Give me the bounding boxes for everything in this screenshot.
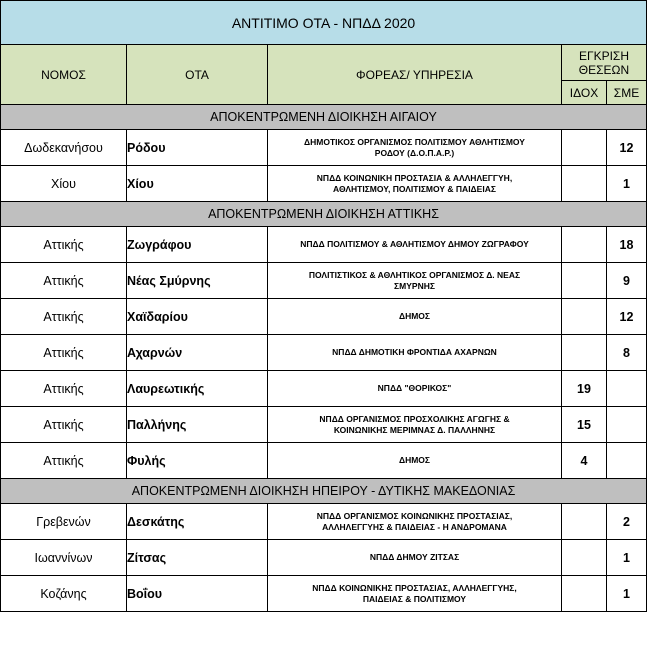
cell-sme: 12: [607, 299, 647, 335]
foreas-line1: ΝΠΔΔ ΚΟΙΝΩΝΙΚΗΣ ΠΡΟΣΤΑΣΙΑΣ, ΑΛΛΗΛΕΓΓΥΗΣ,: [312, 582, 517, 593]
region-row: [1, 202, 647, 227]
foreas-line1: ΝΠΔΔ ΚΟΙΝΩΝΙΚΗ ΠΡΟΣΤΑΣΙΑ & ΑΛΛΗΛΕΓΓΥΗ,: [316, 172, 513, 183]
cell-foreas: ΔΗΜΟΣ: [268, 443, 562, 479]
cell-nomos: Αττικής: [1, 263, 127, 299]
foreas-line1: ΝΠΔΔ ΟΡΓΑΝΙΣΜΟΣ ΠΡΟΣΧΟΛΙΚΗΣ ΑΓΩΓΗΣ &: [319, 413, 510, 424]
table-row: [1, 540, 647, 576]
cell-ota: Χίου: [127, 166, 268, 202]
cell-sme: 18: [607, 227, 647, 263]
cell-idox: [562, 335, 607, 371]
region-attikis: ΑΠΟΚΕΝΤΡΩΜΕΝΗ ΔΙΟΙΚΗΣΗ ΑΤΤΙΚΗΣ: [1, 202, 647, 227]
table-row: [1, 166, 647, 202]
cell-nomos: Αττικής: [1, 407, 127, 443]
cell-sme: [607, 407, 647, 443]
foreas-line2: ΚΟΙΝΩΝΙΚΗΣ ΜΕΡΙΜΝΑΣ Δ. ΠΑΛΛΗΝΗΣ: [333, 424, 496, 435]
cell-sme: 8: [607, 335, 647, 371]
foreas-line2: ΑΛΛΗΛΕΓΓΥΗΣ & ΠΑΙΔΕΙΑΣ - Η ΑΝΔΡΟΜΑΝΑ: [322, 521, 507, 532]
cell-ota: Ζίτσας: [127, 540, 268, 576]
cell-sme: 9: [607, 263, 647, 299]
cell-nomos: Αττικής: [1, 371, 127, 407]
cell-nomos: Δωδεκανήσου: [1, 130, 127, 166]
cell-foreas: [268, 263, 562, 299]
cell-idox: [562, 504, 607, 540]
cell-foreas: ΝΠΔΔ ΔΗΜΟΤΙΚΗ ΦΡΟΝΤΙΔΑ ΑΧΑΡΝΩΝ: [268, 335, 562, 371]
table-row: [1, 371, 647, 407]
table-row: [1, 443, 647, 479]
cell-foreas: [268, 504, 562, 540]
cell-foreas: ΔΗΜΟΣ: [268, 299, 562, 335]
cell-ota: Ρόδου: [127, 130, 268, 166]
cell-foreas: ΝΠΔΔ ΔΗΜΟΥ ΖΙΤΣΑΣ: [268, 540, 562, 576]
region-row: [1, 479, 647, 504]
cell-nomos: Αττικής: [1, 299, 127, 335]
table-row: [1, 130, 647, 166]
header-row: [1, 45, 647, 81]
region-row: [1, 105, 647, 130]
cell-idox: [562, 540, 607, 576]
cell-ota: Ζωγράφου: [127, 227, 268, 263]
foreas-line1: ΠΟΛΙΤΙΣΤΙΚΟΣ & ΑΘΛΗΤΙΚΟΣ ΟΡΓΑΝΙΣΜΟΣ Δ. ΝΕΑΣ: [308, 269, 521, 280]
table-row: [1, 299, 647, 335]
cell-sme: [607, 443, 647, 479]
cell-idox: [562, 263, 607, 299]
table-row: [1, 407, 647, 443]
cell-idox: [562, 576, 607, 612]
cell-ota: Βοΐου: [127, 576, 268, 612]
region-ipeirou: ΑΠΟΚΕΝΤΡΩΜΕΝΗ ΔΙΟΙΚΗΣΗ ΗΠΕΙΡΟΥ - ΔΥΤΙΚΗΣ ΜΑΚΕΔΟΝΙΑΣ: [1, 479, 647, 504]
table-row: [1, 576, 647, 612]
cell-idox: 4: [562, 443, 607, 479]
cell-idox: 15: [562, 407, 607, 443]
cell-idox: [562, 227, 607, 263]
cell-foreas: ΝΠΔΔ ΠΟΛΙΤΙΣΜΟΥ & ΑΘΛΗΤΙΣΜΟΥ ΔΗΜΟΥ ΖΩΓΡΑΦΟΥ: [268, 227, 562, 263]
header-egkrisi: [562, 45, 647, 81]
foreas-line1: ΝΠΔΔ ΟΡΓΑΝΙΣΜΟΣ ΚΟΙΝΩΝΙΚΗΣ ΠΡΟΣΤΑΣΙΑΣ,: [316, 510, 513, 521]
cell-foreas: [268, 130, 562, 166]
table-row: [1, 335, 647, 371]
cell-nomos: Αττικής: [1, 227, 127, 263]
header-egkrisi-line1: ΕΓΚΡΙΣΗ: [578, 48, 630, 63]
cell-ota: Δεσκάτης: [127, 504, 268, 540]
cell-idox: [562, 130, 607, 166]
header-foreas: ΦΟΡΕΑΣ/ ΥΠΗΡΕΣΙΑ: [268, 45, 562, 105]
cell-nomos: Γρεβενών: [1, 504, 127, 540]
header-ota: ΟΤΑ: [127, 45, 268, 105]
cell-foreas: [268, 407, 562, 443]
table-row: [1, 227, 647, 263]
cell-foreas: [268, 576, 562, 612]
table-row: [1, 504, 647, 540]
region-aigaiou: ΑΠΟΚΕΝΤΡΩΜΕΝΗ ΔΙΟΙΚΗΣΗ ΑΙΓΑΙΟΥ: [1, 105, 647, 130]
cell-sme: [607, 371, 647, 407]
cell-sme: 12: [607, 130, 647, 166]
cell-sme: 2: [607, 504, 647, 540]
cell-idox: [562, 299, 607, 335]
cell-sme: 1: [607, 166, 647, 202]
cell-foreas: [268, 166, 562, 202]
cell-nomos: Αττικής: [1, 335, 127, 371]
cell-ota: Παλλήνης: [127, 407, 268, 443]
foreas-line2: ΑΘΛΗΤΙΣΜΟΥ, ΠΟΛΙΤΙΣΜΟΥ & ΠΑΙΔΕΙΑΣ: [333, 183, 496, 194]
header-egkrisi-line2: ΘΕΣΕΩΝ: [578, 62, 630, 77]
cell-nomos: Χίου: [1, 166, 127, 202]
cell-sme: 1: [607, 540, 647, 576]
cell-ota: Λαυρεωτικής: [127, 371, 268, 407]
table-title: ΑΝΤΙΤΙΜΟ ΟΤΑ - ΝΠΔΔ 2020: [1, 1, 647, 45]
cell-idox: [562, 166, 607, 202]
cell-nomos: Ιωαννίνων: [1, 540, 127, 576]
foreas-line2: ΡΟΔΟΥ (Δ.Ο.Π.Α.Ρ.): [374, 147, 455, 158]
cell-ota: Χαϊδαρίου: [127, 299, 268, 335]
foreas-line2: ΣΜΥΡΝΗΣ: [394, 280, 435, 291]
table-row: [1, 263, 647, 299]
cell-ota: Νέας Σμύρνης: [127, 263, 268, 299]
foreas-line1: ΔΗΜΟΤΙΚΟΣ ΟΡΓΑΝΙΣΜΟΣ ΠΟΛΙΤΙΣΜΟΥ ΑΘΛΗΤΙΣΜΟΥ: [304, 136, 525, 147]
header-nomos: ΝΟΜΟΣ: [1, 45, 127, 105]
header-idox: ΙΔΟΧ: [562, 81, 607, 105]
cell-sme: 1: [607, 576, 647, 612]
cell-ota: Φυλής: [127, 443, 268, 479]
cell-nomos: Αττικής: [1, 443, 127, 479]
title-row: [1, 1, 647, 45]
header-sme: ΣΜΕ: [607, 81, 647, 105]
cell-nomos: Κοζάνης: [1, 576, 127, 612]
foreas-line2: ΠΑΙΔΕΙΑΣ & ΠΟΛΙΤΙΣΜΟΥ: [362, 593, 467, 604]
cell-idox: 19: [562, 371, 607, 407]
cell-foreas: ΝΠΔΔ "ΘΟΡΙΚΟΣ": [268, 371, 562, 407]
cell-ota: Αχαρνών: [127, 335, 268, 371]
